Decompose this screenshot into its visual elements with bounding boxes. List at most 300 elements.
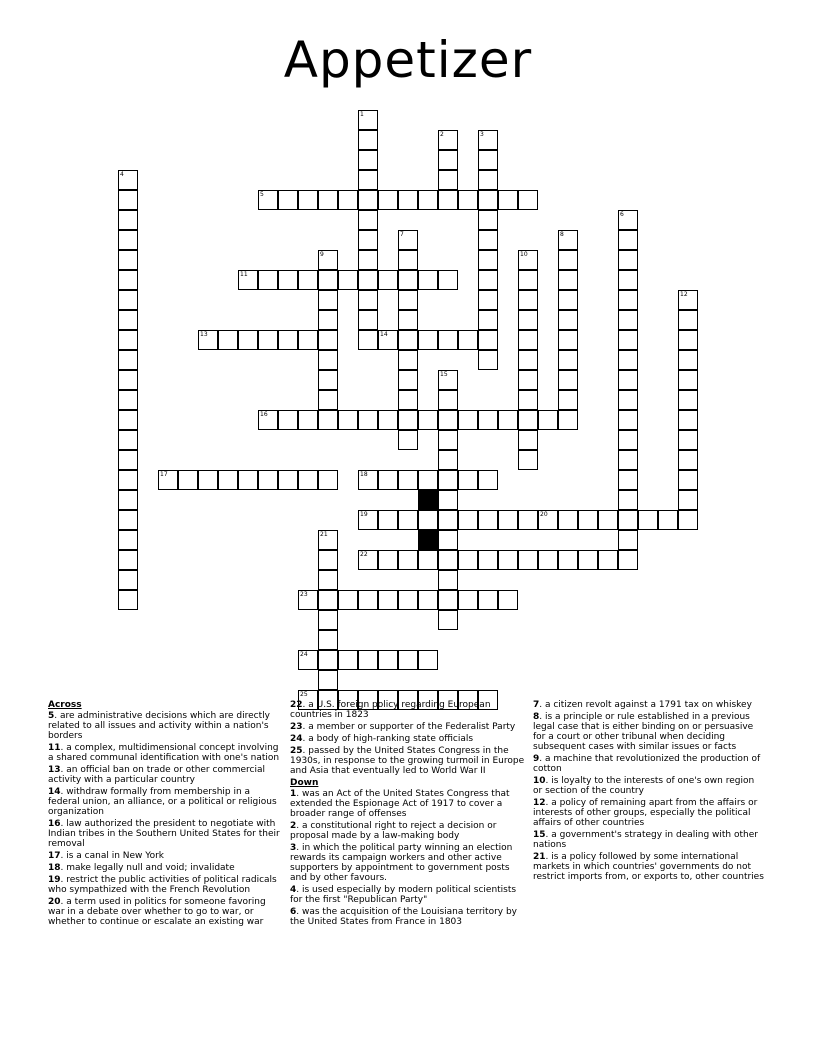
grid-cell[interactable] (558, 230, 578, 250)
clue-number: 13 (48, 765, 61, 775)
grid-cell[interactable] (518, 270, 538, 290)
grid-cell[interactable] (358, 410, 378, 430)
grid-cell[interactable] (398, 390, 418, 410)
grid-cell[interactable] (558, 290, 578, 310)
grid-cell[interactable] (118, 230, 138, 250)
grid-cell[interactable] (198, 470, 218, 490)
grid-cell[interactable] (558, 410, 578, 430)
grid-cell[interactable] (318, 290, 338, 310)
grid-cell[interactable] (318, 470, 338, 490)
grid-cell[interactable] (118, 510, 138, 530)
grid-cell[interactable] (478, 250, 498, 270)
grid-cell[interactable] (118, 250, 138, 270)
grid-cell[interactable] (278, 190, 298, 210)
grid-cell[interactable] (118, 430, 138, 450)
grid-cell[interactable] (198, 330, 218, 350)
grid-cell[interactable] (438, 450, 458, 470)
grid-cell[interactable] (518, 250, 538, 270)
grid-cell[interactable] (578, 550, 598, 570)
grid-cell[interactable] (618, 330, 638, 350)
grid-cell[interactable] (398, 290, 418, 310)
grid-cell[interactable] (318, 190, 338, 210)
grid-cell[interactable] (358, 290, 378, 310)
grid-cell[interactable] (658, 510, 678, 530)
grid-cell[interactable] (358, 310, 378, 330)
grid-cell[interactable] (618, 450, 638, 470)
grid-cell[interactable] (438, 530, 458, 550)
clue-item (533, 700, 765, 710)
grid-cell[interactable] (438, 170, 458, 190)
grid-cell[interactable] (358, 550, 378, 570)
grid-cell[interactable] (298, 270, 318, 290)
grid-cell[interactable] (678, 430, 698, 450)
clue-item (290, 821, 526, 841)
grid-cell[interactable] (118, 330, 138, 350)
down-heading: Down (290, 778, 319, 788)
grid-cell[interactable] (358, 250, 378, 270)
grid-cell[interactable] (558, 390, 578, 410)
clue-number: 4 (290, 885, 297, 895)
grid-cell[interactable] (618, 310, 638, 330)
grid-cell[interactable] (358, 470, 378, 490)
grid-cell[interactable] (478, 190, 498, 210)
grid-cell[interactable] (678, 490, 698, 510)
grid-cell[interactable] (118, 550, 138, 570)
grid-cell[interactable] (318, 550, 338, 570)
grid-cell[interactable] (378, 650, 398, 670)
grid-cell[interactable] (298, 190, 318, 210)
grid-cell[interactable] (398, 330, 418, 350)
grid-cell[interactable] (438, 270, 458, 290)
grid-cell[interactable] (478, 130, 498, 150)
clue-number: 9 (533, 754, 540, 764)
grid-cell[interactable] (518, 370, 538, 390)
grid-cell[interactable] (398, 310, 418, 330)
grid-cell[interactable] (618, 390, 638, 410)
grid-cell[interactable] (318, 330, 338, 350)
grid-cell[interactable] (118, 350, 138, 370)
clue-number: 7 (533, 700, 540, 710)
grid-cell[interactable] (298, 590, 318, 610)
grid-cell[interactable] (278, 410, 298, 430)
grid-cell[interactable] (178, 470, 198, 490)
clue-item (533, 830, 765, 850)
grid-cell[interactable] (318, 310, 338, 330)
grid-cell[interactable] (478, 290, 498, 310)
grid-cell[interactable] (318, 570, 338, 590)
grid-cell[interactable] (358, 170, 378, 190)
grid-cell[interactable] (378, 330, 398, 350)
grid-cell[interactable] (678, 410, 698, 430)
clue-item (290, 907, 526, 927)
clue-number: 9 (320, 251, 324, 258)
clue-number: 2 (440, 131, 444, 138)
grid-cell[interactable] (438, 370, 458, 390)
grid-cell[interactable] (378, 470, 398, 490)
grid-cell[interactable] (478, 350, 498, 370)
clue-number: 18 (360, 471, 368, 478)
clue-number: 21 (320, 531, 328, 538)
grid-cell[interactable] (418, 270, 438, 290)
grid-cell[interactable] (398, 350, 418, 370)
grid-cell[interactable] (118, 470, 138, 490)
grid-cell[interactable] (398, 510, 418, 530)
clue-number: 17 (48, 851, 61, 861)
grid-cell[interactable] (678, 350, 698, 370)
clue-number: 18 (48, 863, 61, 873)
grid-cell[interactable] (678, 370, 698, 390)
grid-cell[interactable] (258, 190, 278, 210)
clue-number: 25 (290, 746, 303, 756)
grid-cell[interactable] (438, 330, 458, 350)
grid-cell[interactable] (478, 270, 498, 290)
grid-cell[interactable] (518, 550, 538, 570)
grid-cell[interactable] (418, 550, 438, 570)
grid-cell[interactable] (218, 470, 238, 490)
grid-cell[interactable] (438, 470, 458, 490)
grid-cell[interactable] (378, 270, 398, 290)
grid-cell[interactable] (558, 510, 578, 530)
grid-cell[interactable] (558, 330, 578, 350)
clue-text: . is a principle or rule established in a previous legal case that is either binding on or persuasive for a court or other tribunal when deciding subsequent cases with similar issues or facts (533, 712, 754, 752)
across-heading: Across (48, 700, 82, 710)
grid-cell[interactable] (398, 190, 418, 210)
grid-cell[interactable] (438, 130, 458, 150)
grid-cell[interactable] (398, 410, 418, 430)
grid-cell[interactable] (438, 570, 458, 590)
clue-number: 1 (290, 789, 297, 799)
grid-cell[interactable] (558, 550, 578, 570)
grid-cell[interactable] (298, 330, 318, 350)
grid-cell[interactable] (598, 510, 618, 530)
clue-number: 17 (160, 471, 168, 478)
grid-cell[interactable] (278, 330, 298, 350)
grid-cell[interactable] (398, 230, 418, 250)
grid-cell[interactable] (438, 190, 458, 210)
clue-text: . was the acquisition of the Louisiana territory by the United States from France in 1803 (290, 907, 518, 927)
grid-cell[interactable] (578, 510, 598, 530)
grid-cell[interactable] (318, 350, 338, 370)
grid-cell[interactable] (398, 270, 418, 290)
grid-cell[interactable] (518, 310, 538, 330)
grid-cell[interactable] (318, 410, 338, 430)
clue-number: 19 (360, 511, 368, 518)
grid-cell[interactable] (298, 650, 318, 670)
grid-cell[interactable] (478, 470, 498, 490)
grid-cell[interactable] (458, 470, 478, 490)
grid-cell[interactable] (458, 410, 478, 430)
clue-item (48, 851, 282, 861)
grid-cell[interactable] (518, 410, 538, 430)
grid-cell[interactable] (458, 190, 478, 210)
clue-item (48, 787, 282, 817)
grid-cell[interactable] (318, 270, 338, 290)
grid-cell[interactable] (398, 590, 418, 610)
grid-cell[interactable] (118, 390, 138, 410)
grid-cell[interactable] (378, 590, 398, 610)
grid-cell[interactable] (538, 510, 558, 530)
grid-cell[interactable] (418, 330, 438, 350)
grid-cell[interactable] (618, 550, 638, 570)
grid-cell[interactable] (538, 410, 558, 430)
clue-text: . are administrative decisions which are directly related to all issues and activity within a nation's borders (48, 711, 270, 741)
grid-cell[interactable] (478, 590, 498, 610)
grid-cell[interactable] (218, 330, 238, 350)
grid-cell[interactable] (638, 510, 658, 530)
grid-cell[interactable] (318, 610, 338, 630)
grid-cell[interactable] (678, 510, 698, 530)
grid-cell[interactable] (498, 410, 518, 430)
black-cell (418, 530, 438, 550)
grid-cell[interactable] (378, 410, 398, 430)
grid-cell[interactable] (618, 270, 638, 290)
grid-cell[interactable] (378, 190, 398, 210)
clue-column-3 (533, 700, 765, 884)
clue-text: . was an Act of the United States Congress that extended the Espionage Act of 1917 to cover a broader range of offenses (290, 789, 510, 819)
clue-item (48, 743, 282, 763)
grid-cell[interactable] (618, 530, 638, 550)
grid-cell[interactable] (618, 250, 638, 270)
clue-number: 14 (380, 331, 388, 338)
grid-cell[interactable] (458, 550, 478, 570)
grid-cell[interactable] (558, 270, 578, 290)
grid-cell[interactable] (418, 650, 438, 670)
grid-cell[interactable] (338, 270, 358, 290)
grid-cell[interactable] (398, 430, 418, 450)
grid-cell[interactable] (278, 270, 298, 290)
clue-item (290, 885, 526, 905)
grid-cell[interactable] (678, 470, 698, 490)
grid-cell[interactable] (518, 350, 538, 370)
grid-cell[interactable] (358, 590, 378, 610)
grid-cell[interactable] (118, 570, 138, 590)
grid-cell[interactable] (238, 270, 258, 290)
grid-cell[interactable] (318, 250, 338, 270)
grid-cell[interactable] (358, 650, 378, 670)
grid-cell[interactable] (478, 550, 498, 570)
grid-cell[interactable] (338, 410, 358, 430)
clue-number: 22 (360, 551, 368, 558)
grid-cell[interactable] (618, 490, 638, 510)
grid-cell[interactable] (298, 410, 318, 430)
grid-cell[interactable] (438, 390, 458, 410)
clue-number: 16 (260, 411, 268, 418)
grid-cell[interactable] (618, 370, 638, 390)
grid-cell[interactable] (378, 510, 398, 530)
grid-cell[interactable] (118, 190, 138, 210)
grid-cell[interactable] (418, 510, 438, 530)
grid-cell[interactable] (358, 190, 378, 210)
grid-cell[interactable] (478, 510, 498, 530)
grid-cell[interactable] (398, 650, 418, 670)
grid-cell[interactable] (318, 650, 338, 670)
grid-cell[interactable] (118, 490, 138, 510)
grid-cell[interactable] (418, 470, 438, 490)
clue-text: . is used especially by modern political scientists for the first "Republican Party" (290, 885, 517, 905)
clue-number: 21 (533, 852, 546, 862)
clue-item (48, 875, 282, 895)
clue-text: . a member or supporter of the Federalist Party (302, 722, 516, 732)
grid-cell[interactable] (258, 270, 278, 290)
grid-cell[interactable] (358, 270, 378, 290)
grid-cell[interactable] (298, 470, 318, 490)
grid-cell[interactable] (118, 210, 138, 230)
grid-cell[interactable] (558, 310, 578, 330)
grid-cell[interactable] (378, 550, 398, 570)
clue-number: 3 (480, 131, 484, 138)
clue-number: 14 (48, 787, 61, 797)
grid-cell[interactable] (558, 370, 578, 390)
grid-cell[interactable] (678, 290, 698, 310)
clue-column-2 (290, 700, 526, 929)
clue-number: 11 (240, 271, 248, 278)
grid-cell[interactable] (678, 310, 698, 330)
grid-cell[interactable] (458, 330, 478, 350)
grid-cell[interactable] (358, 230, 378, 250)
grid-cell[interactable] (498, 590, 518, 610)
grid-cell[interactable] (238, 470, 258, 490)
clue-number: 6 (620, 211, 624, 218)
clue-text: . a machine that revolutionized the production of cotton (533, 754, 761, 774)
grid-cell[interactable] (358, 510, 378, 530)
clue-number: 23 (300, 591, 308, 598)
grid-cell[interactable] (438, 590, 458, 610)
grid-cell[interactable] (118, 450, 138, 470)
grid-cell[interactable] (478, 210, 498, 230)
grid-cell[interactable] (518, 390, 538, 410)
grid-cell[interactable] (478, 230, 498, 250)
grid-cell[interactable] (318, 630, 338, 650)
grid-cell[interactable] (618, 210, 638, 230)
grid-cell[interactable] (418, 190, 438, 210)
grid-cell[interactable] (598, 550, 618, 570)
grid-cell[interactable] (338, 650, 358, 670)
grid-cell[interactable] (398, 370, 418, 390)
grid-cell[interactable] (518, 330, 538, 350)
grid-cell[interactable] (358, 150, 378, 170)
clue-number: 10 (520, 251, 528, 258)
grid-cell[interactable] (518, 510, 538, 530)
grid-cell[interactable] (498, 510, 518, 530)
grid-cell[interactable] (358, 210, 378, 230)
grid-cell[interactable] (258, 470, 278, 490)
grid-cell[interactable] (318, 670, 338, 690)
grid-cell[interactable] (518, 430, 538, 450)
grid-cell[interactable] (318, 390, 338, 410)
clue-item (48, 711, 282, 741)
clue-text: . a citizen revolt against a 1791 tax on whiskey (539, 700, 752, 710)
grid-cell[interactable] (398, 550, 418, 570)
grid-cell[interactable] (118, 370, 138, 390)
grid-cell[interactable] (478, 330, 498, 350)
grid-cell[interactable] (438, 510, 458, 530)
grid-cell[interactable] (398, 470, 418, 490)
grid-cell[interactable] (618, 230, 638, 250)
grid-cell[interactable] (458, 590, 478, 610)
grid-cell[interactable] (358, 110, 378, 130)
grid-cell[interactable] (258, 410, 278, 430)
clue-number: 10 (533, 776, 546, 786)
grid-cell[interactable] (478, 150, 498, 170)
clue-number: 4 (120, 171, 124, 178)
grid-cell[interactable] (618, 410, 638, 430)
grid-cell[interactable] (518, 450, 538, 470)
grid-cell[interactable] (438, 410, 458, 430)
grid-cell[interactable] (678, 450, 698, 470)
grid-cell[interactable] (438, 150, 458, 170)
grid-cell[interactable] (438, 610, 458, 630)
grid-cell[interactable] (118, 590, 138, 610)
clue-number: 13 (200, 331, 208, 338)
grid-cell[interactable] (238, 330, 258, 350)
grid-cell[interactable] (438, 430, 458, 450)
grid-cell[interactable] (278, 470, 298, 490)
grid-cell[interactable] (398, 250, 418, 270)
grid-cell[interactable] (478, 410, 498, 430)
grid-cell[interactable] (618, 290, 638, 310)
grid-cell[interactable] (498, 550, 518, 570)
clue-item (48, 765, 282, 785)
clue-item (48, 863, 282, 873)
grid-cell[interactable] (518, 190, 538, 210)
grid-cell[interactable] (258, 330, 278, 350)
clue-text: . an official ban on trade or other commercial activity with a particular country (48, 765, 265, 785)
grid-cell[interactable] (338, 590, 358, 610)
grid-cell[interactable] (318, 530, 338, 550)
grid-cell[interactable] (438, 490, 458, 510)
grid-cell[interactable] (618, 510, 638, 530)
clue-text: . make legally null and void; invalidate (60, 863, 235, 873)
clue-item (533, 852, 765, 882)
clue-text: . a policy of remaining apart from the affairs or interests of other groups, especially the political affairs of other countries (533, 798, 758, 828)
clue-number: 23 (290, 722, 303, 732)
grid-cell[interactable] (418, 590, 438, 610)
clue-number: 3 (290, 843, 297, 853)
clue-number: 1 (360, 111, 364, 118)
grid-cell[interactable] (118, 310, 138, 330)
grid-cell[interactable] (538, 550, 558, 570)
grid-cell[interactable] (338, 190, 358, 210)
puzzle-title: Appetizer (283, 31, 533, 89)
grid-cell[interactable] (678, 330, 698, 350)
grid-cell[interactable] (618, 350, 638, 370)
grid-cell[interactable] (418, 410, 438, 430)
grid-cell[interactable] (318, 370, 338, 390)
grid-cell[interactable] (518, 290, 538, 310)
grid-cell[interactable] (318, 590, 338, 610)
grid-cell[interactable] (618, 470, 638, 490)
grid-cell[interactable] (118, 410, 138, 430)
grid-cell[interactable] (118, 530, 138, 550)
grid-cell[interactable] (118, 170, 138, 190)
grid-cell[interactable] (358, 330, 378, 350)
grid-cell[interactable] (498, 190, 518, 210)
grid-cell[interactable] (558, 250, 578, 270)
clue-number: 16 (48, 819, 61, 829)
grid-cell[interactable] (678, 390, 698, 410)
grid-cell[interactable] (558, 350, 578, 370)
grid-cell[interactable] (118, 270, 138, 290)
clue-number: 7 (400, 231, 404, 238)
grid-cell[interactable] (478, 310, 498, 330)
grid-cell[interactable] (478, 170, 498, 190)
grid-cell[interactable] (358, 130, 378, 150)
grid-cell[interactable] (438, 550, 458, 570)
grid-cell[interactable] (118, 290, 138, 310)
grid-cell[interactable] (458, 510, 478, 530)
grid-cell[interactable] (618, 430, 638, 450)
grid-cell[interactable] (158, 470, 178, 490)
